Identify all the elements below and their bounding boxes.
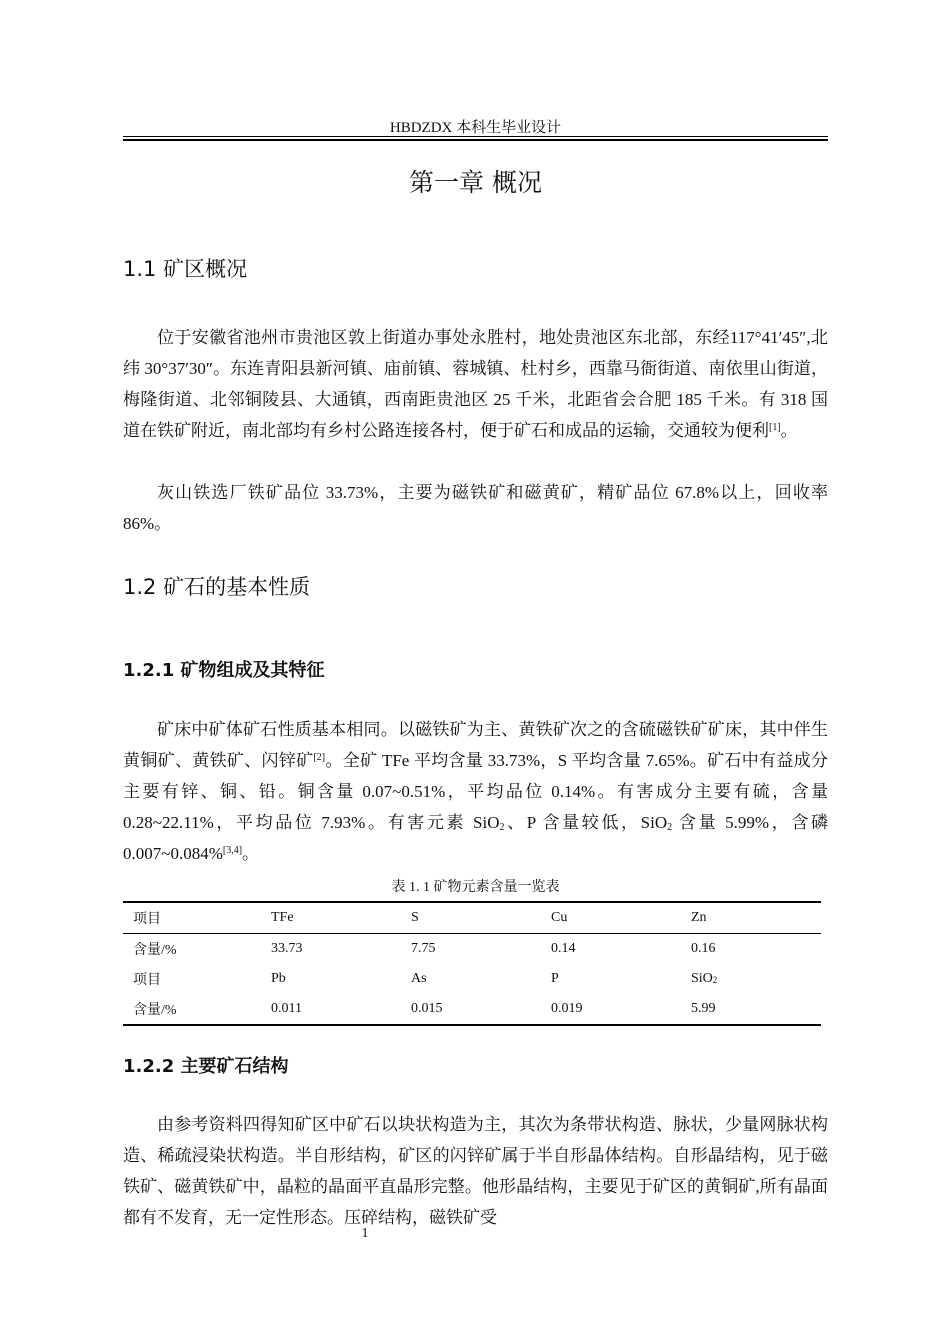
header-rule	[123, 136, 828, 137]
table-cell: 含量/%	[133, 943, 177, 958]
section-title-1-1: 1.1 矿区概况	[123, 257, 248, 281]
table-cell: S	[401, 902, 541, 934]
table-cell: TFe	[261, 902, 401, 934]
table-cell: 5.99	[681, 994, 821, 1025]
table-cell: 0.011	[261, 994, 401, 1025]
table-cell: 0.14	[551, 941, 576, 956]
running-header: HBDZDX 本科生毕业设计	[389, 120, 562, 136]
paragraph-mineral-composition	[123, 714, 828, 869]
table-row	[123, 964, 821, 994]
table-cell: 含量/%	[123, 994, 261, 1025]
composition-text-e: 。	[242, 844, 260, 863]
citation-2: [2]	[313, 752, 326, 763]
table-cell: 0.015	[401, 994, 541, 1025]
table-cell: Cu	[541, 902, 681, 934]
table-row	[123, 934, 821, 965]
subsection-title-1-2-2: 1.2.2 主要矿石结构	[123, 1056, 289, 1077]
citation-3-4: [3,4]	[222, 845, 243, 856]
table-row	[123, 994, 821, 1025]
chapter-title: 第一章 概况	[409, 168, 542, 197]
table-cell: As	[411, 971, 427, 986]
paragraph-location	[123, 322, 828, 446]
paragraph-location-text: 位于安徽省池州市贵池区敦上街道办事处永胜村，地处贵池区东北部，东经117°41′45″,北纬 30°37′30″。东连青阳县新河镇、庙前镇、蓉城镇、杜村乡，西靠马衙街道、南依里山街道，梅隆街道、北邻铜陵县、大通镇，西南距贵池区 25 千米，北距省会合肥 185 千米。有 318 国道在铁矿附近，南北部均有乡村公路连接各村，便于矿石和成品的运输，交通较为便利	[123, 328, 828, 440]
table-cell: P	[551, 971, 559, 986]
page-number: 1	[361, 1226, 369, 1241]
mineral-element-table	[123, 901, 821, 1026]
composition-text-d: 含量 5.99%，含磷 0.007~0.084%	[123, 813, 829, 863]
subscript-2: 2	[499, 822, 505, 833]
paragraph-end-punct: 。	[780, 421, 798, 440]
table-cell: Pb	[271, 971, 286, 986]
table-caption: 表 1. 1 矿物元素含量一览表	[391, 880, 560, 895]
table-cell: 项目	[123, 902, 261, 934]
table-cell: Zn	[681, 902, 821, 934]
section-title-1-2: 1.2 矿石的基本性质	[123, 575, 311, 599]
composition-text-b: 。全矿 TFe 平均含量 33.73%，S 平均含量 7.65%。矿石中有益成分主要有锌、铜、铅。铜含量 0.07~0.51%，平均品位 0.14%。有害成分主要有硫，含量 0.28~22.11%，平均品位 7.93%。有害元素 SiO	[123, 751, 828, 832]
subsection-title-1-2-1: 1.2.1 矿物组成及其特征	[123, 660, 325, 681]
header-rule-thick	[123, 139, 828, 141]
composition-text-c: 、P 含量较低，SiO	[504, 813, 668, 832]
table-cell: 项目	[133, 973, 161, 988]
composition-text-a: 矿床中矿体矿石性质基本相同。以磁铁矿为主、黄铁矿次之的含硫磁铁矿矿床，其中伴生黄铜矿、黄铁矿、闪锌矿	[123, 720, 828, 770]
table-row	[123, 902, 821, 934]
table-cell-sio2	[681, 964, 821, 994]
sio2-label: SiO	[691, 971, 713, 986]
paragraph-ore-structure: 由参考资料四得知矿区中矿石以块状构造为主，其次为条带状构造、脉状，少量网脉状构造、稀疏浸染状构造。半自形结构，矿区的闪锌矿属于半自形晶体结构。自形晶结构，见于磁铁矿、磁黄铁矿中，晶粒的晶面平直晶形完整。他形晶结构，主要见于矿区的黄铜矿,所有晶面都有不发育，无一定性形态。压碎结构，磁铁矿受	[123, 1115, 828, 1227]
table-cell: 0.019	[541, 994, 681, 1025]
table-cell: 33.73	[271, 941, 303, 956]
table-cell: 7.75	[411, 941, 436, 956]
table-cell: 0.16	[691, 941, 716, 956]
subscript-2b: 2	[667, 822, 673, 833]
citation-1: [1]	[769, 422, 781, 433]
sio2-subscript: 2	[712, 975, 718, 985]
paragraph-grade: 灰山铁选厂铁矿品位 33.73%，主要为磁铁矿和磁黄矿，精矿品位 67.8%以上，回收率 86%。	[123, 483, 828, 533]
